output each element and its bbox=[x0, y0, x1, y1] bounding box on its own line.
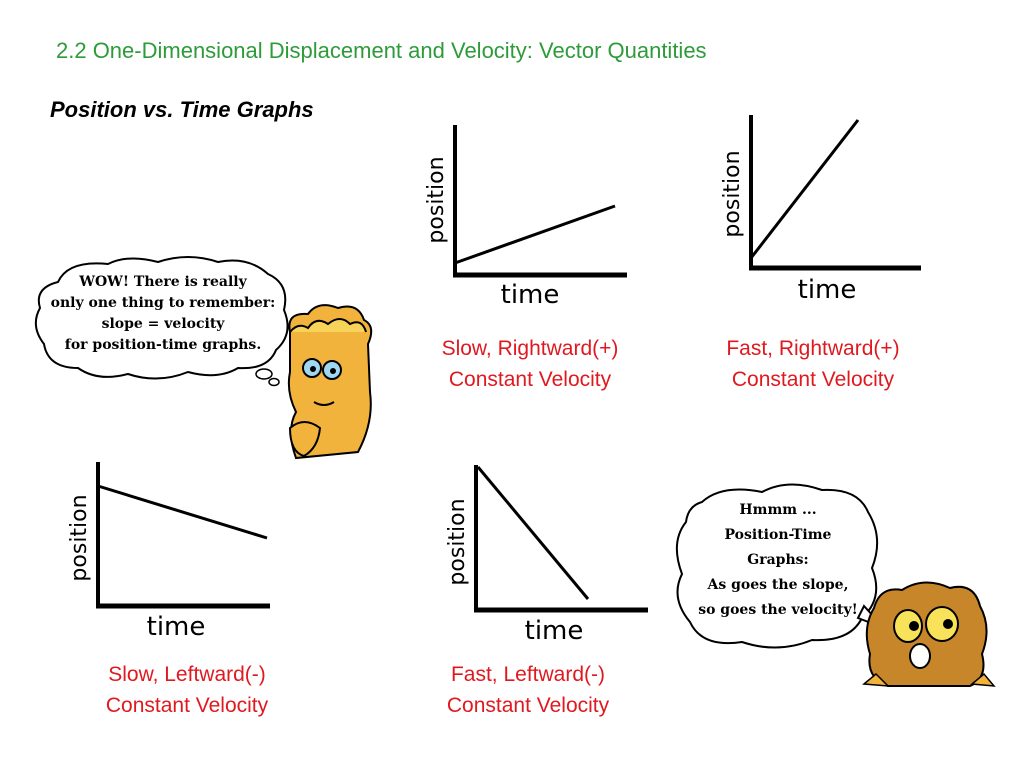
bubble-line: for position-time graphs. bbox=[64, 337, 262, 353]
bubble-line: As goes the slope, bbox=[707, 577, 849, 593]
bubble-line: only one thing to remember: bbox=[50, 295, 276, 311]
caption-fast-rightward bbox=[683, 333, 943, 395]
owl-cartoon bbox=[662, 478, 1002, 693]
bubble-line: slope = velocity bbox=[101, 316, 225, 332]
bubble-line: so goes the velocity! bbox=[698, 602, 858, 618]
graph-fast-rightward bbox=[715, 112, 935, 302]
y-axis-label: position bbox=[67, 494, 92, 582]
x-axis-label: time bbox=[797, 275, 857, 302]
x-axis-label: time bbox=[500, 280, 560, 310]
thought-dot bbox=[269, 379, 279, 386]
caption-line1: Fast, Rightward(+) bbox=[726, 337, 900, 360]
thinking-boy-cartoon bbox=[28, 252, 378, 462]
bubble-line: Position-Time bbox=[724, 527, 832, 543]
x-axis-label: time bbox=[146, 612, 206, 642]
position-line bbox=[478, 467, 588, 599]
bubble-line: WOW! There is really bbox=[79, 274, 247, 290]
slide-title: 2.2 One-Dimensional Displacement and Velocity: Vector Quantities bbox=[56, 38, 707, 63]
caption-line2: Constant Velocity bbox=[446, 694, 610, 717]
position-line bbox=[751, 120, 858, 258]
caption-line1: Slow, Leftward(-) bbox=[108, 663, 266, 686]
caption-line2: Constant Velocity bbox=[731, 368, 895, 391]
graph-fast-leftward bbox=[440, 462, 660, 652]
slide-subtitle: Position vs. Time Graphs bbox=[50, 97, 314, 122]
bubble-line: Hmmm ... bbox=[739, 502, 817, 518]
y-axis-label: position bbox=[720, 150, 745, 238]
caption-slow-leftward bbox=[57, 659, 317, 721]
y-axis-label: position bbox=[424, 156, 449, 244]
caption-slow-rightward bbox=[400, 333, 660, 395]
thinking-boy-icon bbox=[289, 305, 371, 458]
position-line bbox=[455, 206, 615, 263]
caption-fast-leftward bbox=[398, 659, 658, 721]
caption-line1: Fast, Leftward(-) bbox=[450, 663, 606, 686]
x-axis-label: time bbox=[524, 616, 584, 646]
caption-line2: Constant Velocity bbox=[448, 368, 612, 391]
thought-dot bbox=[256, 369, 272, 379]
owl-icon bbox=[864, 582, 994, 686]
position-line bbox=[98, 486, 267, 538]
caption-line2: Constant Velocity bbox=[105, 694, 269, 717]
caption-line1: Slow, Rightward(+) bbox=[441, 337, 619, 360]
y-axis-label: position bbox=[445, 498, 470, 586]
graph-slow-rightward bbox=[415, 120, 635, 310]
bubble-line: Graphs: bbox=[747, 552, 809, 568]
graph-slow-leftward bbox=[62, 460, 282, 650]
